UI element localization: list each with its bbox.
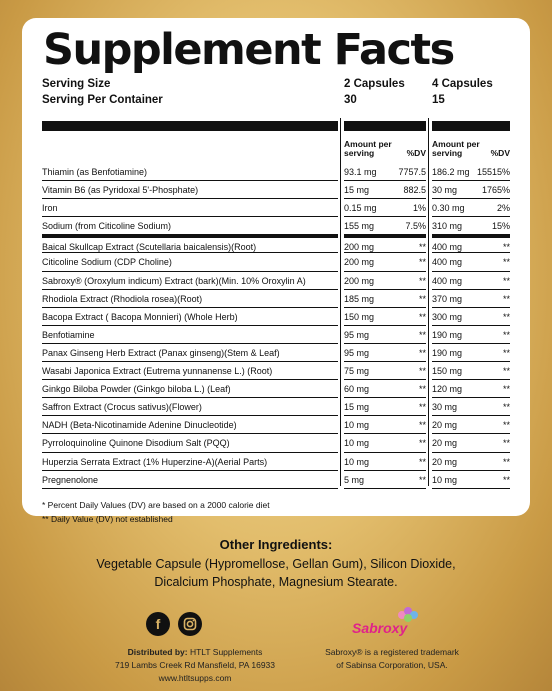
dv-value: ** [502,474,510,485]
table-row [22,290,530,308]
amount-2-capsules [344,217,426,235]
ingredient-name: Pyrroloquinoline Quinone Disodium Salt (PQQ) [42,434,338,452]
trademark-line: of Sabinsa Corporation, USA. [336,660,448,670]
divider-bar [42,121,338,131]
dv-value: 7757.5 [398,167,426,177]
dv-value: ** [418,402,426,413]
amount-4-capsules [432,453,510,471]
amount-4-capsules [432,471,510,489]
dv-value: ** [502,438,510,449]
distributor-website[interactable]: www.htltsupps.com [158,673,232,683]
amount-2-capsules [344,326,426,344]
amount-value: 15 mg [344,185,370,196]
amount-value: 120 mg [432,384,463,395]
dv-value: ** [418,329,426,340]
amount-value: 75 mg [344,366,370,377]
amount-value: 30 mg [432,185,458,196]
amount-value: 310 mg [432,221,463,232]
servings-per-container-col1: 30 [344,94,357,106]
table-row [22,326,530,344]
table-row [22,434,530,452]
dv-value: ** [418,366,426,377]
ingredient-name: Sodium (from Citicoline Sodium) [42,217,338,235]
other-ingredients-text [0,555,552,591]
amount-value: 0.15 mg [344,203,377,214]
serving-size-col2: 4 Capsules [432,78,493,90]
sabroxy-logo [352,608,432,638]
table-row [22,362,530,380]
amount-header-col1 [344,140,426,158]
dv-value: 1% [412,203,426,214]
amount-value: 200 mg [344,242,375,253]
amount-value: 150 mg [344,311,375,322]
dv-value: ** [418,311,426,322]
serving-size-row [22,76,510,92]
amount-2-capsules [344,471,426,489]
dv-value: ** [418,293,426,304]
dv-value: ** [418,420,426,431]
amount-value: 186.2 mg [432,167,470,177]
amount-2-capsules [344,235,426,253]
ingredient-name: Baical Skullcap Extract (Scutellaria baicalensis)(Root) [42,235,338,253]
ingredient-name: Rhodiola Extract (Rhodiola rosea)(Root) [42,290,338,308]
table-row [22,235,530,253]
amount-4-capsules [432,344,510,362]
dv-value: ** [418,257,426,268]
amount-4-capsules [432,181,510,199]
supplement-facts-panel [22,18,530,524]
amount-2-capsules [344,199,426,217]
dv-value: ** [502,384,510,395]
amount-4-capsules [432,362,510,380]
amount-per-serving-label: Amount per serving [344,139,392,158]
ingredient-name: Sabroxy® (Oroxylum indicum) Extract (bark)(Min. 10% Oroxylin A) [42,272,338,290]
dv-value: ** [502,329,510,340]
dv-value: 2% [496,203,510,214]
table-row [22,181,530,199]
amount-value: 10 mg [432,474,458,485]
dv-value: ** [418,242,426,253]
amount-value: 200 mg [344,275,375,286]
other-ingredients-line: Vegetable Capsule (Hypromellose, Gellan Gum), Silicon Dioxide, [96,557,456,571]
table-row [22,217,530,235]
amount-value: 400 mg [432,275,463,286]
amount-value: 400 mg [432,257,463,268]
facebook-icon[interactable]: f [146,612,170,636]
amount-2-capsules [344,453,426,471]
amount-2-capsules [344,434,426,452]
nutrient-rows [22,163,530,489]
table-row [22,308,530,326]
ingredient-name: Thiamin (as Benfotiamine) [42,163,338,181]
amount-2-capsules [344,362,426,380]
amount-4-capsules [432,253,510,271]
dv-value: ** [502,402,510,413]
serving-size-col1: 2 Capsules [344,78,405,90]
amount-value: 10 mg [344,420,370,431]
trademark-line: Sabroxy® is a registered trademark [325,647,459,657]
ingredient-name: Huperzia Serrata Extract (1% Huperzine-A)(Aerial Parts) [42,453,338,471]
amount-4-capsules [432,398,510,416]
amount-2-capsules [344,416,426,434]
ingredient-name: Pregnenolone [42,471,338,489]
dv-value: ** [418,438,426,449]
table-row [22,272,530,290]
table-row [22,398,530,416]
amount-2-capsules [344,308,426,326]
dv-value: ** [502,275,510,286]
dv-value: ** [502,420,510,431]
distributor-info [114,646,276,685]
amount-value: 20 mg [432,456,458,467]
ingredient-name: Benfotiamine [42,326,338,344]
amount-2-capsules [344,398,426,416]
nutrient-table [22,163,530,524]
table-row [22,253,530,271]
servings-per-container-label: Serving Per Container [42,94,163,106]
amount-value: 190 mg [432,329,463,340]
divider-bar [432,121,510,131]
amount-value: 190 mg [432,347,463,358]
amount-4-capsules [432,199,510,217]
amount-per-serving-label: Amount per serving [432,139,480,158]
ingredient-name: Bacopa Extract ( Bacopa Monnieri) (Whole Herb) [42,308,338,326]
amount-value: 185 mg [344,293,375,304]
other-ingredients-title: Other Ingredients: [219,537,333,552]
amount-4-capsules [432,434,510,452]
ingredient-name: Ginkgo Biloba Powder (Ginkgo biloba L.) (Leaf) [42,380,338,398]
amount-2-capsules [344,380,426,398]
ingredient-name: Vitamin B6 (as Pyridoxal 5'-Phosphate) [42,181,338,199]
amount-2-capsules [344,344,426,362]
amount-value: 155 mg [344,221,375,232]
dv-header: %DV [406,148,426,158]
dv-value: ** [418,347,426,358]
table-row [22,380,530,398]
dv-value: ** [502,366,510,377]
amount-value: 15 mg [344,402,370,413]
dv-value: 882.5 [403,185,426,196]
page-title: Supplement Facts [43,25,454,75]
servings-per-container-row [22,92,510,108]
amount-2-capsules [344,253,426,271]
footnote-not-established: ** Daily Value (DV) not established [42,514,173,524]
amount-value: 95 mg [344,347,370,358]
sabroxy-logo-text: Sabroxy [352,620,408,636]
dv-value: ** [418,456,426,467]
amount-value: 20 mg [432,420,458,431]
amount-4-capsules [432,163,510,181]
amount-value: 200 mg [344,257,375,268]
ingredient-name: Panax Ginseng Herb Extract (Panax ginseng)(Stem & Leaf) [42,344,338,362]
table-row [22,471,530,489]
amount-value: 0.30 mg [432,203,465,214]
sabroxy-trademark-note [302,646,482,672]
dv-value: ** [502,257,510,268]
table-row [22,453,530,471]
amount-header-col2 [432,140,510,158]
dv-value: ** [502,293,510,304]
amount-4-capsules [432,272,510,290]
amount-4-capsules [432,416,510,434]
amount-value: 300 mg [432,311,463,322]
dv-value: ** [502,311,510,322]
amount-2-capsules [344,290,426,308]
amount-value: 95 mg [344,329,370,340]
dv-value: 1765% [481,185,510,196]
amount-value: 10 mg [344,438,370,449]
amount-2-capsules [344,181,426,199]
footnote-dv: * Percent Daily Values (DV) are based on a 2000 calorie diet [42,500,270,510]
amount-value: 93.1 mg [344,167,377,177]
other-ingredients-line: Dicalcium Phosphate, Magnesium Stearate. [154,575,398,589]
serving-size-label: Serving Size [42,78,111,90]
amount-value: 5 mg [344,474,365,485]
dv-value: 7.5% [405,221,426,232]
instagram-icon[interactable] [178,612,202,636]
amount-2-capsules [344,163,426,181]
amount-4-capsules [432,380,510,398]
ingredient-name: NADH (Beta-Nicotinamide Adenine Dinucleotide) [42,416,338,434]
dv-value: 15515% [476,167,510,177]
amount-4-capsules [432,217,510,235]
servings-per-container-col2: 15 [432,94,445,106]
amount-2-capsules [344,272,426,290]
ingredient-name: Iron [42,199,338,217]
dv-value: ** [418,474,426,485]
ingredient-name: Citicoline Sodium (CDP Choline) [42,253,338,271]
amount-value: 20 mg [432,438,458,449]
amount-4-capsules [432,308,510,326]
ingredient-name: Saffron Extract (Crocus sativus)(Flower) [42,398,338,416]
distributor-address: 719 Lambs Creek Rd Mansfield, PA 16933 [114,660,276,670]
table-row [22,344,530,362]
amount-value: 10 mg [344,456,370,467]
amount-value: 60 mg [344,384,370,395]
dv-value: ** [502,242,510,253]
instagram-glyph [178,612,202,636]
table-row [22,199,530,217]
table-row [22,163,530,181]
table-row [22,416,530,434]
amount-4-capsules [432,326,510,344]
amount-4-capsules [432,235,510,253]
amount-4-capsules [432,290,510,308]
amount-value: 400 mg [432,242,463,253]
dv-value: ** [502,347,510,358]
amount-value: 150 mg [432,366,463,377]
dv-value: 15% [491,221,510,232]
dv-header: %DV [490,148,510,158]
dv-value: ** [418,384,426,395]
ingredient-name: Wasabi Japonica Extract (Eutrema yunnanense L.) (Root) [42,362,338,380]
amount-value: 370 mg [432,293,463,304]
distributor-name: HTLT Supplements [189,647,263,657]
dv-value: ** [418,275,426,286]
amount-value: 30 mg [432,402,458,413]
distributor-label: Distributed by: [127,647,188,657]
dv-value: ** [502,456,510,467]
divider-bar [344,121,426,131]
